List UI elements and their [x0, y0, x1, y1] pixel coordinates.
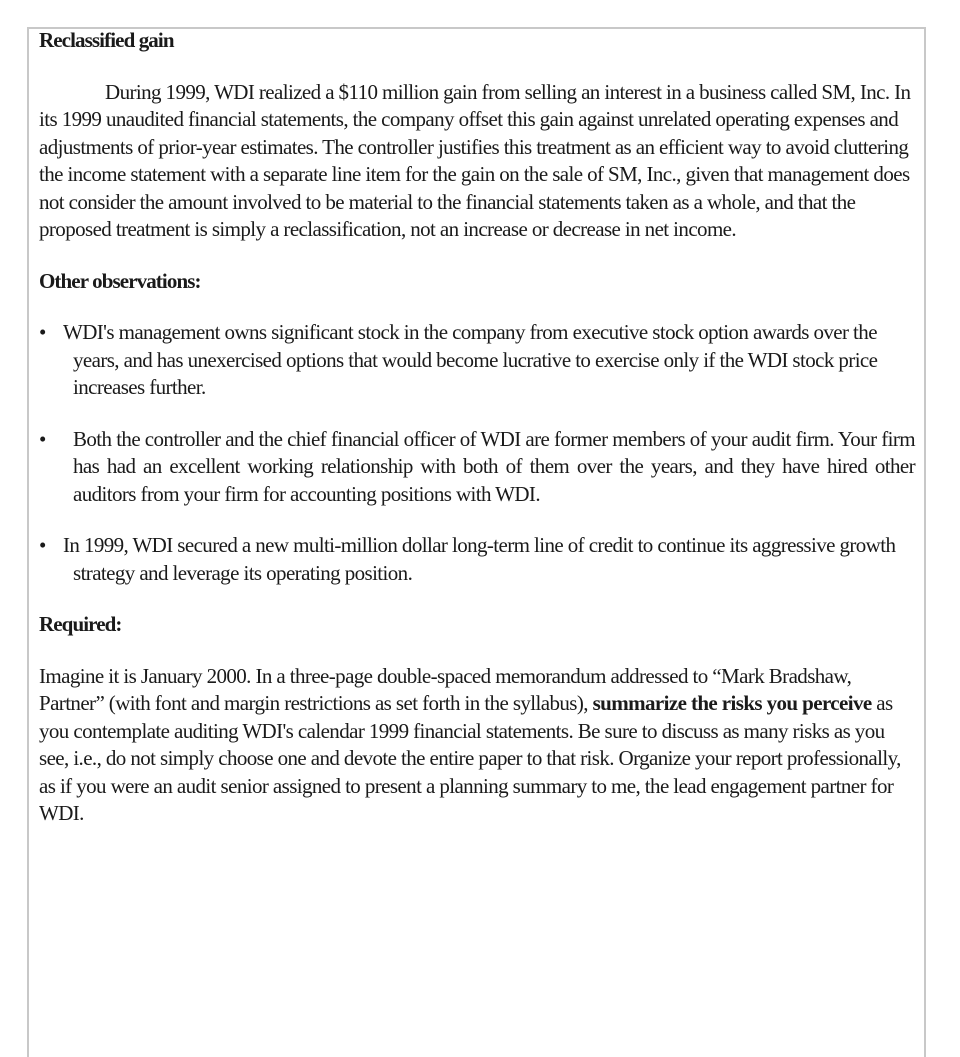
observation-text: In 1999, WDI secured a new multi-million dollar long-term line of credit to continue its aggressive growth strategy and leverage its operating position.: [63, 533, 896, 585]
spacer: [39, 55, 915, 79]
required-emphasis: summarize the risks you perceive: [592, 691, 872, 715]
reclassified-gain-paragraph: During 1999, WDI realized a $110 million gain from selling an interest in a business called SM, Inc. In its 1999 unaudited financial statements, the company offset this gain against unrelated operating expenses and adjustments of prior-year estimates. The controller justifies this treatment as an efficient way to avoid cluttering the income statement with a separate line item for the gain on the sale of SM, Inc., given that management does not consider the amount involved to be material to the financial statements taken as a whole, and that the proposed treatment is simply a reclassification, not an increase or decrease in net income.: [39, 79, 911, 241]
document-body: [39, 27, 915, 828]
required-text-start: Imagine it is January 2000. In a three-page double-spaced memorandum addressed to “Mark Bradshaw, Partner” (with font and margin restrictions as set forth in the syllabus),: [39, 663, 852, 715]
bullet-icon: •: [39, 533, 46, 557]
spacer: [39, 639, 915, 663]
section-heading-other-observations: Other observations:: [39, 268, 201, 293]
spacer: [39, 295, 915, 319]
bullet-icon: •: [39, 426, 46, 451]
bullet-icon: •: [39, 320, 46, 344]
spacer: [39, 402, 915, 426]
list-item: [39, 532, 915, 587]
list-item: [39, 319, 915, 402]
list-item: [39, 426, 915, 509]
spacer: [39, 508, 915, 532]
required-paragraph: [39, 663, 915, 828]
spacer: [39, 244, 915, 268]
observation-text: Both the controller and the chief financial officer of WDI are former members of your audit firm. Your firm has had an excellent working relationship with both of them over the years, and they have hired other auditors from your firm for accounting positions with WDI.: [73, 426, 915, 506]
spacer: [39, 587, 915, 611]
section-heading-reclassified-gain: Reclassified gain: [39, 28, 174, 52]
observation-text: WDI's management owns significant stock in the company from executive stock option awards over the years, and has unexercised options that would become lucrative to exercise only if the WDI stock price increases further.: [63, 320, 878, 399]
section-heading-required: Required:: [39, 612, 122, 636]
required-text-end: as you contemplate auditing WDI's calendar 1999 financial statements. Be sure to discuss as many risks as you see, i.e., do not simply choose one and devote the entire paper to that risk. Organize your report professionally, as if you were an audit senior assigned to present a planning summary to me, the lead engagement partner for WDI.: [39, 691, 901, 825]
